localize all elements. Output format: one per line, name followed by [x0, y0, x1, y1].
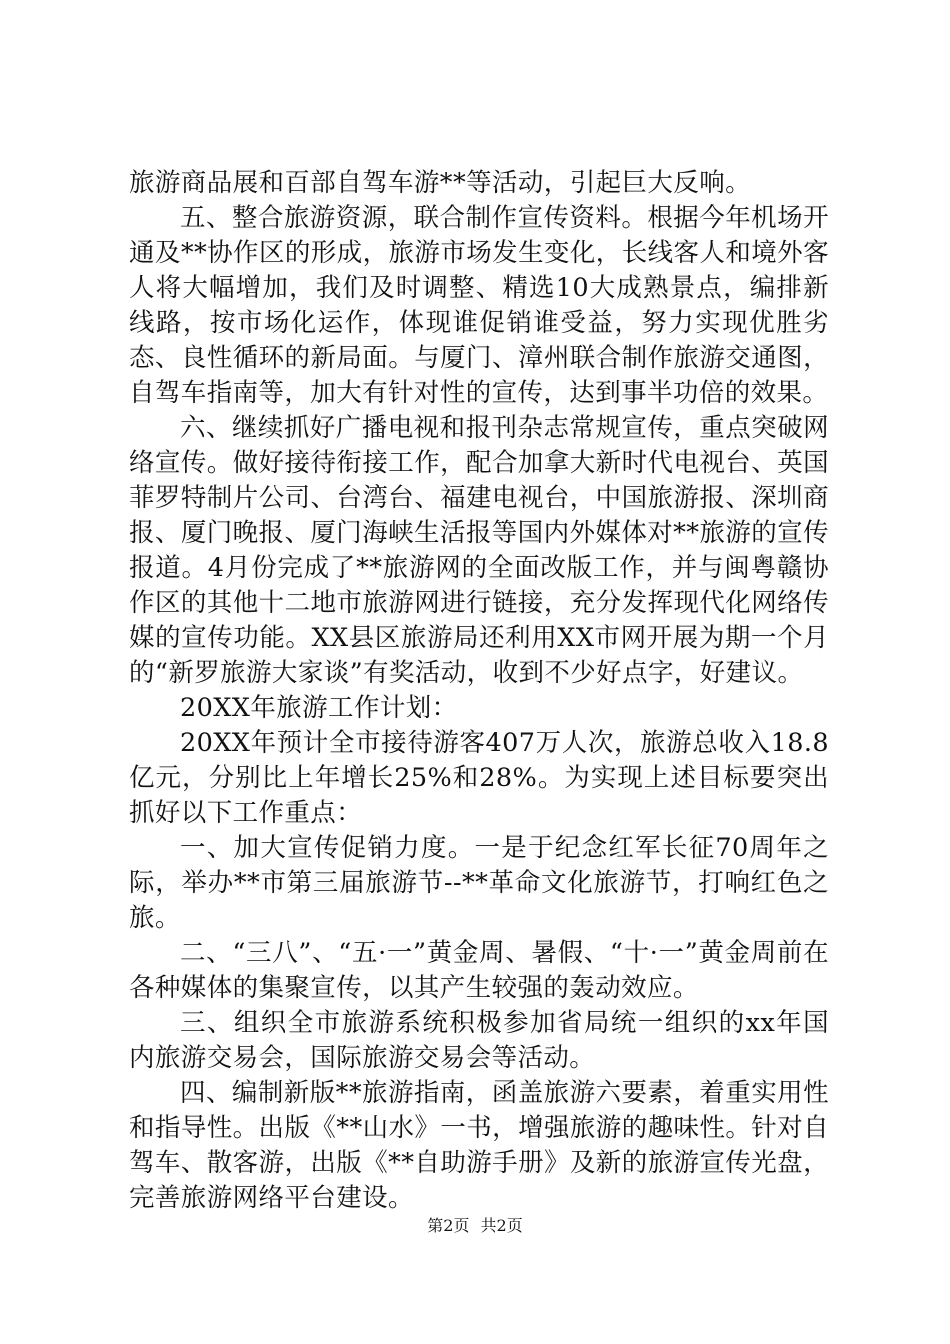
paragraph-7: 二、“三八”、“五·一”黄金周、暑假、“十·一”黄金周前在各种媒体的集聚宣传，以其产生较强的轰动效应。 — [129, 938, 829, 1003]
page-number: 第2页 — [427, 1216, 470, 1235]
document-body — [129, 166, 829, 1216]
paragraph-4: 20XX年旅游工作计划： — [180, 693, 458, 723]
paragraph-6: 一、加大宣传促销力度。一是于纪念红军长征70周年之际，举办**市第三届旅游节--**革命文化旅游节，打响红色之旅。 — [129, 833, 829, 933]
paragraph-3: 六、继续抓好广播电视和报刊杂志常规宣传，重点突破网络宣传。做好接待衔接工作，配合加拿大新时代电视台、英国菲罗特制片公司、台湾台、福建电视台，中国旅游报、深圳商报、厦门晚报、厦门海峡生活报等国内外媒体对**旅游的宣传报道。4月份完成了**旅游网的全面改版工作，并与闽粤赣协作区的其他十二地市旅游网进行链接，充分发挥现代化网络传媒的宣传功能。XX县区旅游局还利用XX市网开展为期一个月的“新罗旅游大家谈”有奖活动，收到不少好点字，好建议。 — [129, 413, 829, 688]
paragraph-1: 旅游商品展和百部自驾车游**等活动，引起巨大反响。 — [129, 168, 752, 198]
paragraph-2: 五、整合旅游资源，联合制作宣传资料。根据今年机场开通及**协作区的形成，旅游市场发生变化，长线客人和境外客人将大幅增加，我们及时调整、精选10大成熟景点，编排新线路，按市场化运作，体现谁促销谁受益，努力实现优胜劣态、良性循环的新局面。与厦门、漳州联合制作旅游交通图，自驾车指南等，加大有针对性的宣传，达到事半功倍的效果。 — [129, 203, 829, 408]
page-total: 共2页 — [480, 1216, 523, 1235]
paragraph-9: 四、编制新版**旅游指南，函盖旅游六要素，着重实用性和指导性。出版《**山水》一书，增强旅游的趣味性。针对自驾车、散客游，出版《**自助游手册》及新的旅游宣传光盘，完善旅游网络平台建设。 — [129, 1078, 829, 1213]
page-footer — [0, 1216, 950, 1236]
paragraph-5: 20XX年预计全市接待游客407万人次，旅游总收入18.8亿元，分别比上年增长25%和28%。为实现上述目标要突出抓好以下工作重点： — [129, 728, 829, 828]
paragraph-8: 三、组织全市旅游系统积极参加省局统一组织的xx年国内旅游交易会，国际旅游交易会等活动。 — [129, 1008, 829, 1073]
